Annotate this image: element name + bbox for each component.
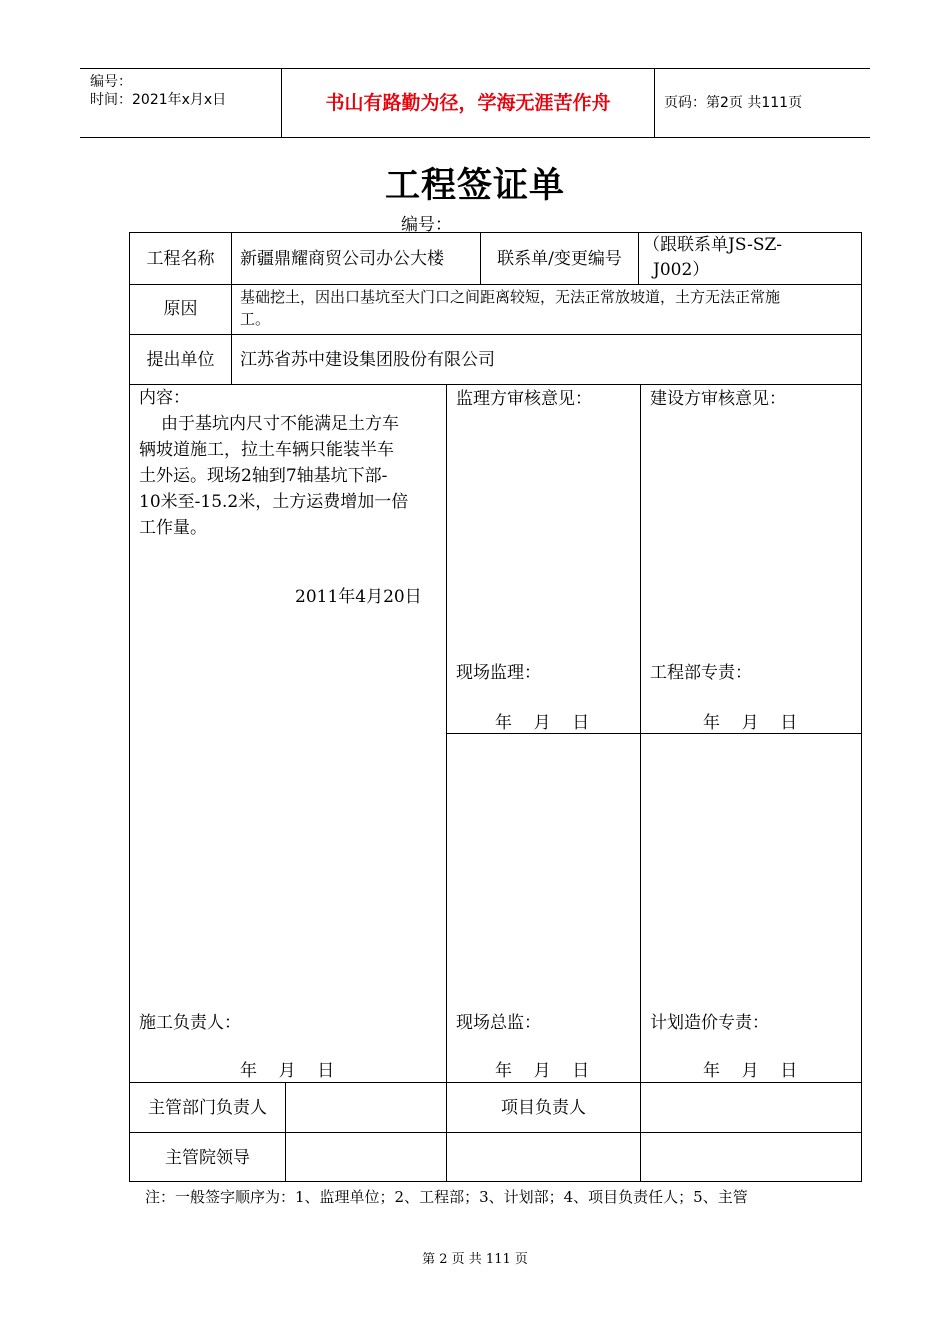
- date-blank: 年 月 日: [703, 713, 798, 733]
- contact-value-line: （跟联系单JS-SZ-: [643, 235, 783, 255]
- content-date: 2011年4月20日: [295, 587, 422, 607]
- col-divider: [638, 233, 639, 284]
- header-divider: [654, 69, 655, 137]
- content-body: [139, 411, 445, 541]
- project-name: 新疆鼎耀商贸公司办公大楼: [240, 249, 444, 269]
- project-head-label: 项目负责人: [501, 1098, 586, 1118]
- signing-order-note: 注：一般签字顺序为：1、监理单位；2、工程部；3、计划部；4、项目负责任人；5、主管: [145, 1188, 748, 1206]
- supervisor-opinion-label: 监理方审核意见：: [456, 389, 592, 409]
- date-blank: 年 月 日: [703, 1061, 798, 1081]
- col-divider: [231, 233, 232, 384]
- owner-opinion-label: 建设方审核意见：: [650, 389, 786, 409]
- page-footer: 第 2 页 共 111 页: [422, 1252, 528, 1267]
- submitter-label: 提出单位: [146, 350, 215, 370]
- row-divider: [130, 284, 861, 285]
- reason-label: 原因: [163, 299, 198, 319]
- motto: 书山有路勤为径，学海无涯苦作舟: [325, 92, 611, 114]
- document-serial-label: 编号：: [401, 215, 452, 235]
- page-info: 页码：第2页 共111页: [664, 95, 803, 111]
- date-blank: 年 月 日: [495, 1061, 590, 1081]
- time-label: 时间：2021年x月x日: [90, 92, 227, 108]
- contact-value: [643, 233, 782, 283]
- site-supervisor-label: 现场监理：: [456, 663, 541, 683]
- content-line: 辆坡道施工，拉土车辆只能装半车: [139, 440, 394, 460]
- content-line: 由于基坑内尺寸不能满足土方车: [161, 414, 399, 434]
- contact-label: 联系单/变更编号: [497, 249, 622, 269]
- serial-label: 编号：: [90, 74, 132, 90]
- col-divider: [640, 384, 641, 1181]
- date-blank: 年 月 日: [240, 1061, 335, 1081]
- project-dept-label: 工程部专责：: [650, 663, 752, 683]
- document-title: 工程签证单: [384, 166, 565, 206]
- date-blank: 年 月 日: [495, 713, 590, 733]
- reason-text: [240, 286, 855, 330]
- visa-table: [129, 232, 862, 1182]
- col-divider: [285, 1082, 286, 1181]
- page-header: [80, 68, 870, 138]
- content-label: 内容：: [139, 388, 190, 408]
- submitter: 江苏省苏中建设集团股份有限公司: [240, 350, 495, 370]
- content-line: 土外运。现场2轴到7轴基坑下部-: [139, 466, 388, 486]
- content-line: 10米至-15.2米，土方运费增加一倍: [139, 492, 409, 512]
- row-divider: [130, 384, 861, 385]
- reason-line: 工。: [240, 310, 271, 328]
- row-divider: [130, 1132, 861, 1133]
- col-divider: [446, 384, 447, 1181]
- chief-supervisor-label: 现场总监：: [456, 1013, 541, 1033]
- reason-line: 基础挖土，因出口基坑至大门口之间距离较短，无法正常放坡道，土方无法正常施: [240, 288, 781, 306]
- row-divider: [130, 334, 861, 335]
- cost-planner-label: 计划造价专责：: [650, 1013, 769, 1033]
- institute-leader-label: 主管院领导: [165, 1148, 250, 1168]
- content-line: 工作量。: [139, 518, 207, 538]
- construction-head-label: 施工负责人：: [139, 1013, 241, 1033]
- contact-value-line: J002）: [653, 260, 710, 280]
- dept-head-label: 主管部门负责人: [148, 1098, 267, 1118]
- project-name-label: 工程名称: [146, 249, 215, 269]
